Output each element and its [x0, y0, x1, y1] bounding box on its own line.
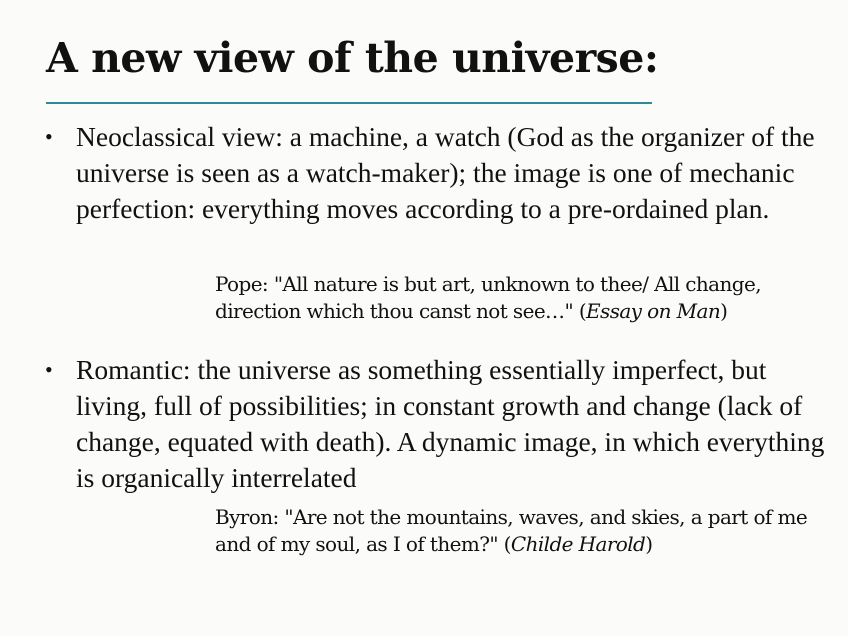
slide-title: A new view of the universe: [46, 34, 659, 82]
quote-text: Pope: "All nature is but art, unknown to thee/ All change, direction which thou canst not see…" ( [215, 272, 761, 323]
quote-close: ) [645, 532, 653, 556]
bullet-neoclassical [45, 119, 828, 227]
quote-work-title: Essay on Man [586, 299, 721, 323]
bullet-text: Neoclassical view: a machine, a watch (God as the organizer of the universe is seen as a watch-maker); the image is one of mechanic perfection: everything moves according to a pre-ordained plan. [76, 121, 815, 224]
bullet-text: Romantic: the universe as something essentially imperfect, but living, full of possibilities; in constant growth and change (lack of change, equated with death). A dynamic image, in which everything is organically interrelated [76, 354, 825, 493]
quote-close: ) [720, 299, 728, 323]
quote-byron [215, 504, 830, 558]
quote-text: Byron: "Are not the mountains, waves, and skies, a part of me and of my soul, as I of them?" ( [215, 505, 808, 556]
bullet-marker: • [45, 124, 53, 149]
bullet-marker: • [45, 357, 53, 382]
title-underline [46, 102, 652, 104]
bullet-romantic [45, 352, 828, 496]
quote-pope [215, 271, 830, 325]
quote-work-title: Childe Harold [510, 532, 646, 556]
